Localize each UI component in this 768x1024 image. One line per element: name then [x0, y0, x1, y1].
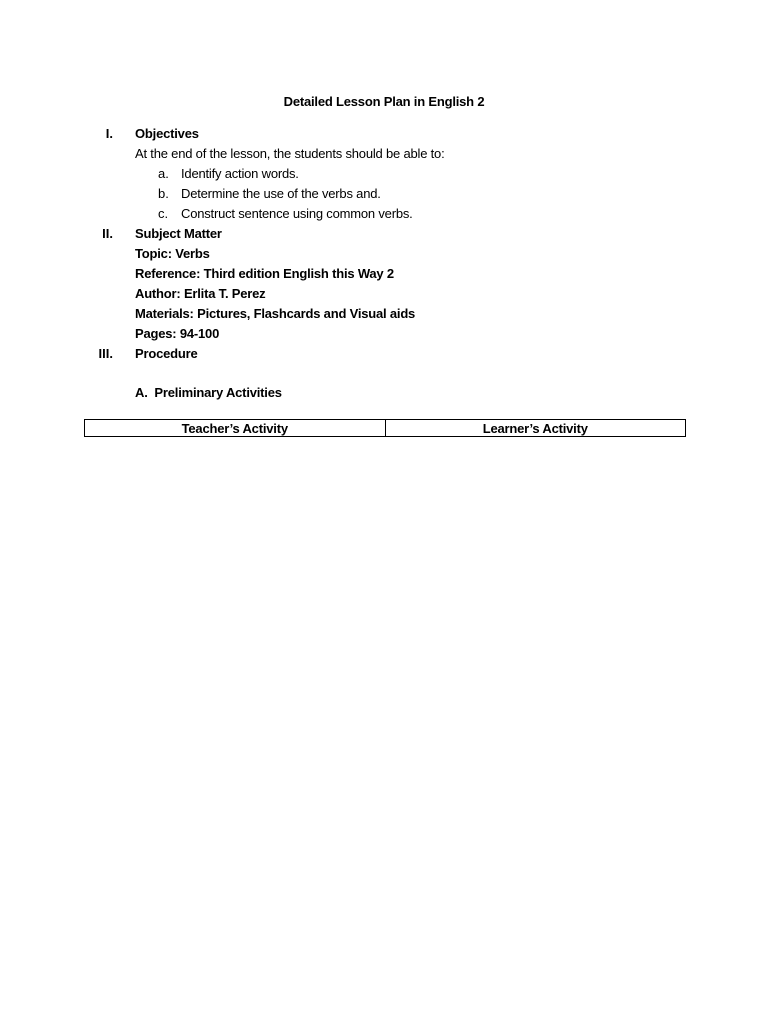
- subject-topic: Topic: Verbs: [135, 246, 210, 261]
- section-heading-subject-matter: Subject Matter: [135, 226, 222, 241]
- objective-letter-b: b.: [158, 186, 169, 201]
- subject-materials: Materials: Pictures, Flashcards and Visual aids: [135, 306, 416, 321]
- section-heading-procedure: Procedure: [135, 346, 198, 361]
- procedure-subheading: A. Preliminary Activities: [135, 385, 282, 400]
- objective-item-c: Construct sentence using common verbs.: [181, 206, 413, 221]
- objectives-intro: At the end of the lesson, the students should be able to:: [135, 146, 445, 161]
- table-header-row: [85, 420, 686, 437]
- objective-item-a: Identify action words.: [181, 166, 299, 181]
- objective-item-b: Determine the use of the verbs and.: [181, 186, 381, 201]
- objective-letter-c: c.: [158, 206, 169, 221]
- activity-table: [84, 419, 686, 437]
- learners-activity-header: Learner’s Activity: [385, 420, 686, 437]
- subject-author: Author: Erlita T. Perez: [135, 286, 266, 301]
- section-heading-objectives: Objectives: [135, 126, 199, 141]
- subject-reference: Reference: Third edition English this Way 2: [135, 266, 394, 281]
- teachers-activity-header: Teacher’s Activity: [85, 420, 386, 437]
- document-title: Detailed Lesson Plan in English 2: [283, 94, 485, 109]
- section-numeral-procedure: III.: [98, 346, 113, 361]
- objective-letter-a: a.: [158, 166, 169, 181]
- section-numeral-objectives: I.: [105, 126, 113, 141]
- section-numeral-subject-matter: II.: [102, 226, 113, 241]
- subject-pages: Pages: 94-100: [135, 326, 220, 341]
